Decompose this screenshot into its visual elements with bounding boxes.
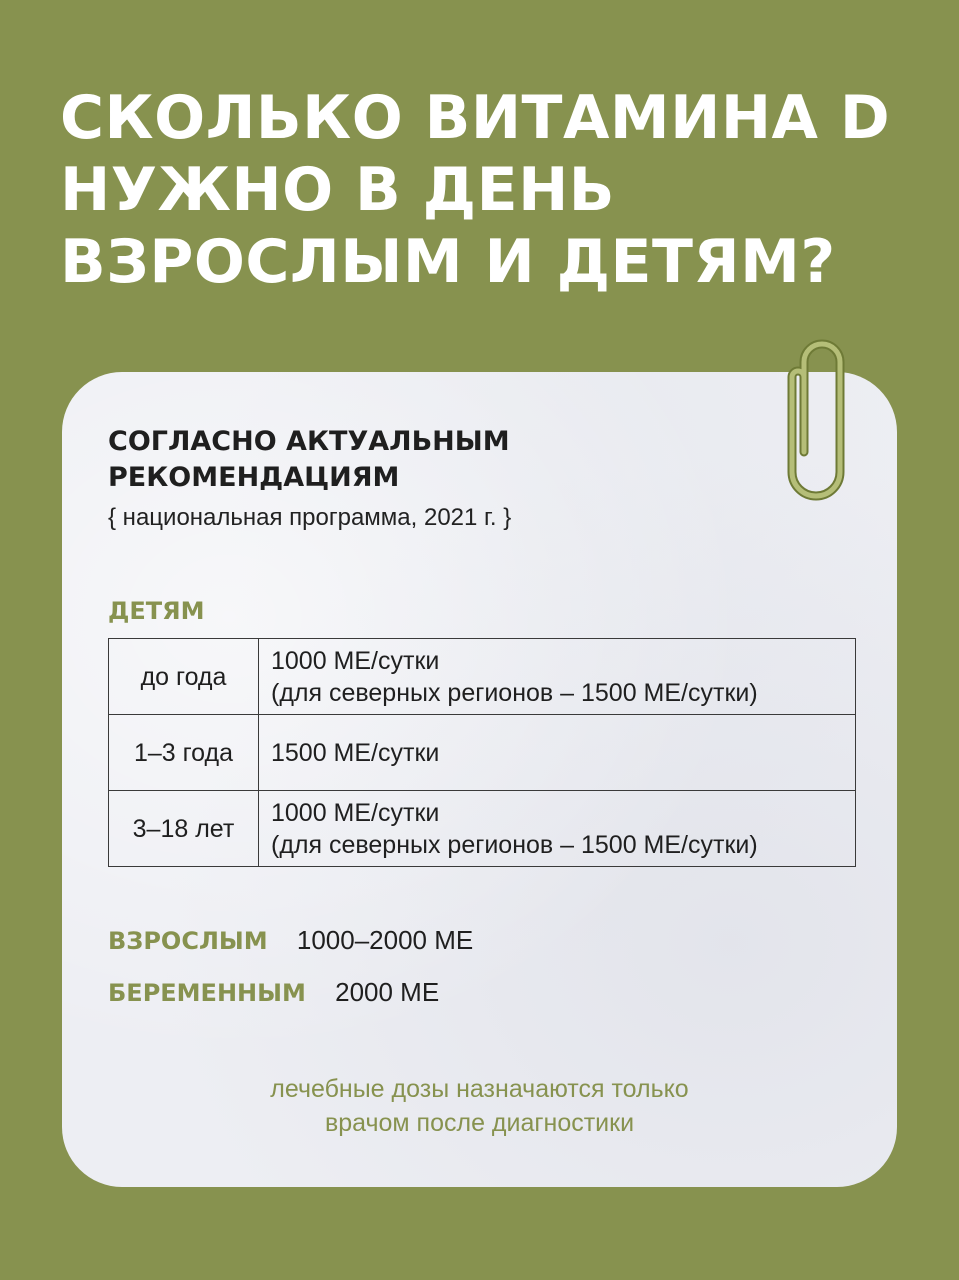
children-dose-table — [108, 638, 856, 867]
dose-value: 1000 МЕ/сутки — [271, 798, 440, 827]
title-line-1: СКОЛЬКО ВИТАМИНА D — [60, 83, 891, 153]
adults-value: 1000–2000 МЕ — [296, 925, 474, 955]
dose-cell — [259, 791, 856, 867]
table-row — [109, 791, 856, 867]
age-cell: до года — [109, 639, 259, 715]
source-note: { национальная программа, 2021 г. } — [108, 504, 512, 531]
paperclip-icon — [782, 322, 852, 507]
age-cell: 3–18 лет — [109, 791, 259, 867]
title-line-3: ВЗРОСЛЫМ И ДЕТЯМ? — [60, 227, 836, 297]
pregnant-value: 2000 МЕ — [335, 977, 440, 1007]
note-line-1: лечебные дозы назначаются только — [270, 1075, 689, 1103]
dose-note: (для северных регионов – 1500 МЕ/сутки) — [271, 830, 758, 859]
table-row — [109, 715, 856, 791]
dose-note: (для северных регионов – 1500 МЕ/сутки) — [271, 678, 758, 707]
dose-cell — [259, 715, 856, 791]
treatment-note — [62, 1072, 897, 1140]
age-cell: 1–3 года — [109, 715, 259, 791]
dose-cell — [259, 639, 856, 715]
heading-line-2: РЕКОМЕНДАЦИЯМ — [108, 462, 400, 493]
note-line-2: врачом после диагностики — [324, 1109, 635, 1137]
children-label: ДЕТЯМ — [108, 597, 205, 625]
pregnant-label: БЕРЕМЕННЫМ — [108, 979, 306, 1007]
dose-value: 1500 МЕ/сутки — [271, 738, 440, 767]
table-row — [109, 639, 856, 715]
dose-value: 1000 МЕ/сутки — [271, 646, 440, 675]
page-title — [60, 82, 920, 298]
heading-line-1: СОГЛАСНО АКТУАЛЬНЫМ — [108, 426, 510, 457]
recommendations-heading — [108, 424, 510, 496]
pregnant-dose — [108, 976, 439, 1009]
adults-dose — [108, 924, 473, 957]
title-line-2: НУЖНО В ДЕНЬ — [60, 155, 616, 225]
adults-label: ВЗРОСЛЫМ — [108, 927, 268, 955]
